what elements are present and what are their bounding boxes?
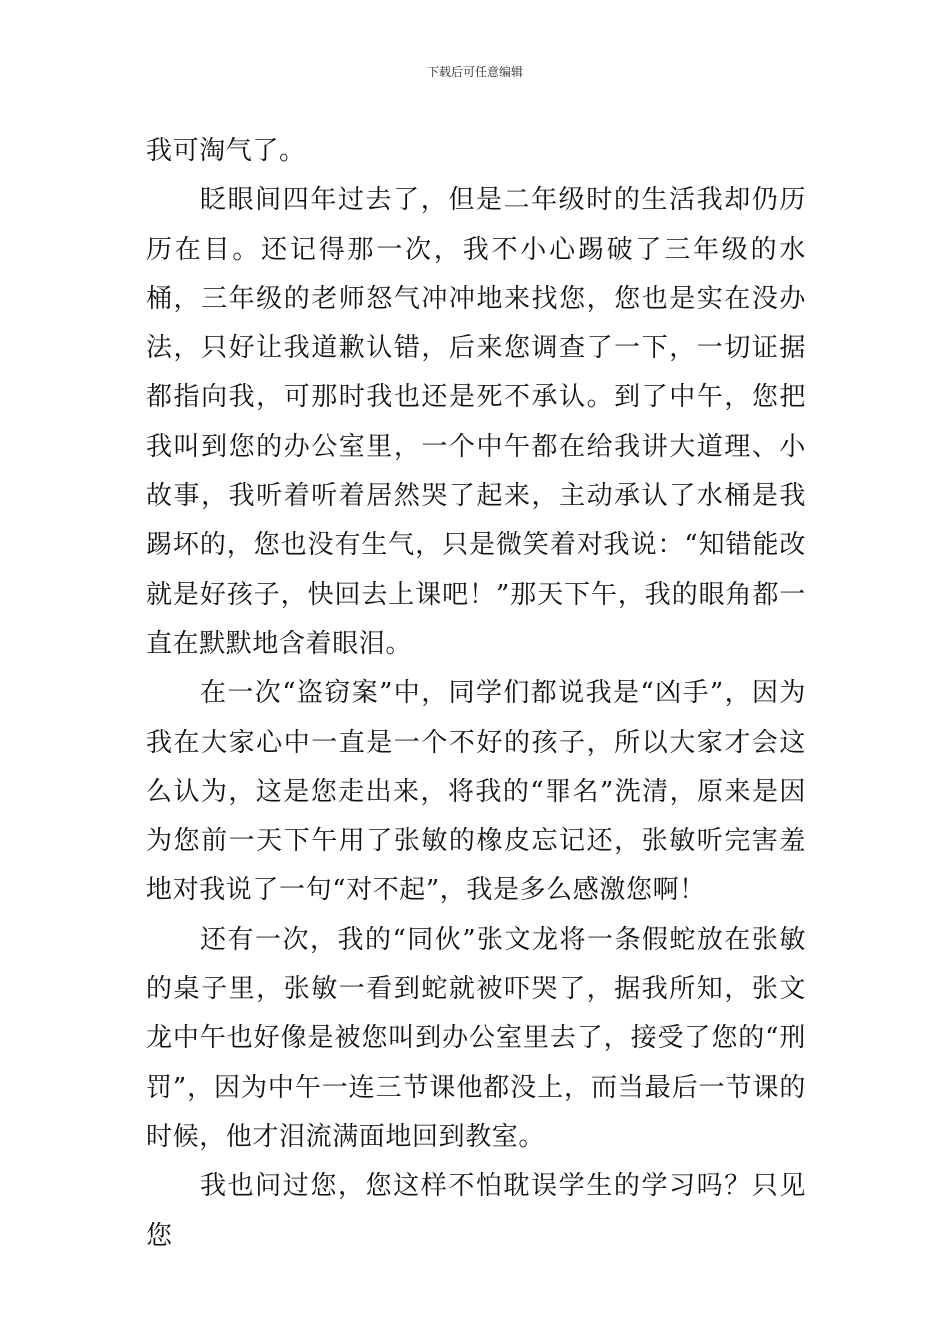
page-header: 下载后可任意编辑 bbox=[426, 65, 523, 79]
paragraph-4: 还有一次，我的“同伙”张文龙将一条假蛇放在张敏的桌子里，张敏一看到蛇就被吓哭了，据我所知，张文龙中午也好像是被您叫到办公室里去了，接受了您的“刑罚”，因为中午一连三节课他都没上，而当最后一节课的时候，他才泪流满面地回到教室。 bbox=[146, 924, 806, 1152]
body-text bbox=[146, 127, 806, 1261]
paragraph-2: 眨眼间四年过去了，但是二年级时的生活我却仍历历在目。还记得那一次，我不小心踢破了三年级的水桶，三年级的老师怒气冲冲地来找您，您也是实在没办法，只好让我道歉认错，后来您调查了一下，一切证据都指向我，可那时我也还是死不承认。到了中午，您把我叫到您的办公室里，一个中午都在给我讲大道理、小故事，我听着听着居然哭了起来，主动承认了水桶是我踢坏的，您也没有生气，只是微笑着对我说：“知错能改就是好孩子，快回去上课吧！”那天下午，我的眼角都一直在默默地含着眼泪。 bbox=[146, 185, 806, 659]
paragraph-5: 我也问过您，您这样不怕耽误学生的学习吗？只见您 bbox=[146, 1171, 806, 1251]
paragraph-1: 我可淘气了。 bbox=[146, 136, 306, 166]
paragraph-3: 在一次“盗窃案”中，同学们都说我是“凶手”，因为我在大家心中一直是一个不好的孩子，所以大家才会这么认为，这是您走出来，将我的“罪名”洗清，原来是因为您前一天下午用了张敏的橡皮忘记还，张敏听完害羞地对我说了一句“对不起”，我是多么感激您啊！ bbox=[146, 678, 806, 906]
